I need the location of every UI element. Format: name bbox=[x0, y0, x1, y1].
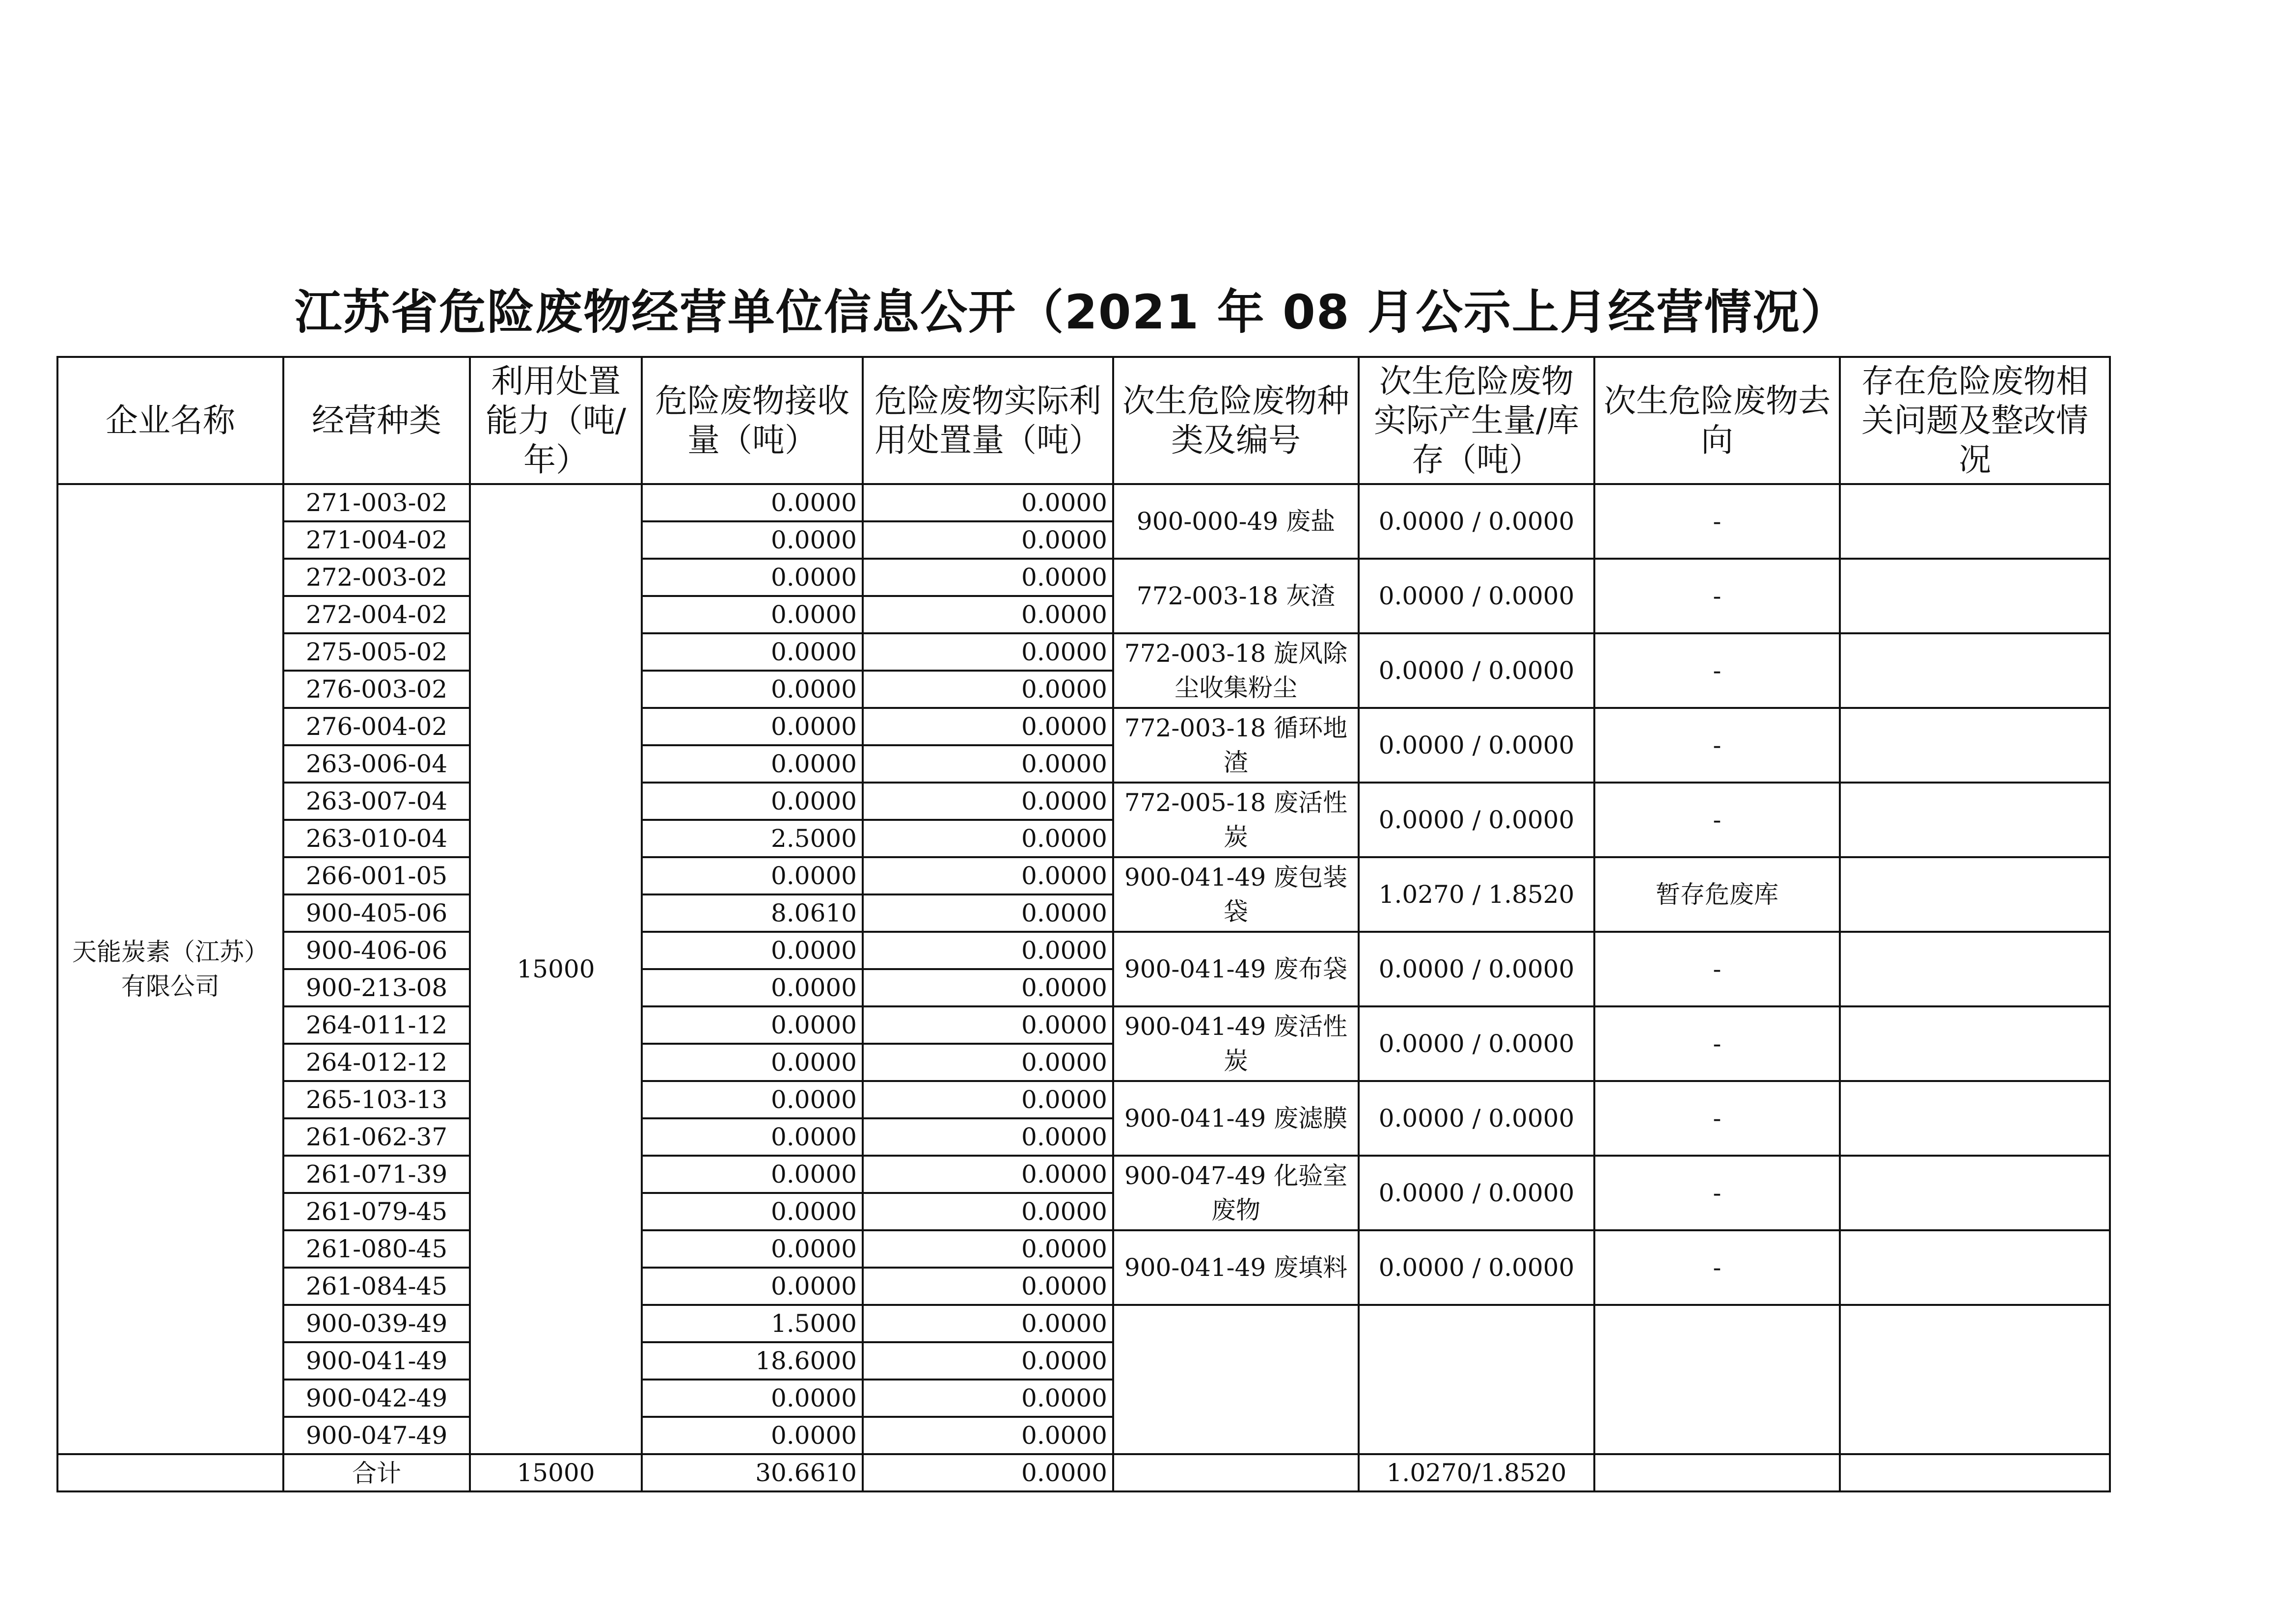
disposed-cell: 0.0000 bbox=[863, 932, 1113, 969]
secondary-destination-cell: - bbox=[1594, 932, 1840, 1006]
report-table bbox=[56, 356, 2111, 1492]
received-cell: 0.0000 bbox=[642, 484, 863, 521]
capacity-cell: 15000 bbox=[470, 484, 642, 1454]
received-cell: 0.0000 bbox=[642, 1006, 863, 1044]
disposed-cell: 0.0000 bbox=[863, 1305, 1113, 1342]
disposed-cell: 0.0000 bbox=[863, 1342, 1113, 1380]
disposed-cell: 0.0000 bbox=[863, 820, 1113, 857]
table-row bbox=[57, 1006, 2110, 1044]
secondary-type-cell: 900-047-49 化验室废物 bbox=[1113, 1156, 1359, 1230]
secondary-amount-cell: 0.0000 / 0.0000 bbox=[1359, 633, 1594, 708]
issues-cell bbox=[1840, 633, 2110, 708]
header-secondary-destination: 次生危险废物去向 bbox=[1594, 357, 1840, 484]
received-cell: 0.0000 bbox=[642, 708, 863, 745]
disposed-cell: 0.0000 bbox=[863, 1156, 1113, 1193]
total-issues-cell bbox=[1840, 1454, 2110, 1491]
disposed-cell: 0.0000 bbox=[863, 708, 1113, 745]
received-cell: 0.0000 bbox=[642, 1380, 863, 1417]
secondary-type-cell: 900-041-49 废填料 bbox=[1113, 1230, 1359, 1305]
received-cell: 0.0000 bbox=[642, 1417, 863, 1454]
issues-cell bbox=[1840, 484, 2110, 559]
total-secondary-destination-cell bbox=[1594, 1454, 1840, 1491]
waste-code-cell: 261-062-37 bbox=[283, 1118, 470, 1156]
secondary-type-cell: 900-041-49 废布袋 bbox=[1113, 932, 1359, 1006]
waste-code-cell: 900-213-08 bbox=[283, 969, 470, 1006]
table-row bbox=[57, 1081, 2110, 1118]
received-cell: 0.0000 bbox=[642, 633, 863, 671]
disposed-cell: 0.0000 bbox=[863, 857, 1113, 894]
received-cell: 0.0000 bbox=[642, 1081, 863, 1118]
issues-cell bbox=[1840, 1156, 2110, 1230]
secondary-type-cell: 772-003-18 灰渣 bbox=[1113, 559, 1359, 633]
secondary-type-cell: 772-003-18 旋风除尘收集粉尘 bbox=[1113, 633, 1359, 708]
received-cell: 0.0000 bbox=[642, 969, 863, 1006]
secondary-amount-cell: 0.0000 / 0.0000 bbox=[1359, 932, 1594, 1006]
secondary-destination-cell: - bbox=[1594, 633, 1840, 708]
secondary-destination-cell: - bbox=[1594, 708, 1840, 783]
waste-code-cell: 272-003-02 bbox=[283, 559, 470, 596]
waste-code-cell: 275-005-02 bbox=[283, 633, 470, 671]
disposed-cell: 0.0000 bbox=[863, 633, 1113, 671]
waste-code-cell: 261-071-39 bbox=[283, 1156, 470, 1193]
secondary-type-cell: 900-041-49 废活性炭 bbox=[1113, 1006, 1359, 1081]
received-cell: 0.0000 bbox=[642, 559, 863, 596]
issues-cell bbox=[1840, 1006, 2110, 1081]
issues-cell bbox=[1840, 1305, 2110, 1454]
waste-code-cell: 263-007-04 bbox=[283, 783, 470, 820]
disposed-cell: 0.0000 bbox=[863, 1118, 1113, 1156]
secondary-destination-cell: - bbox=[1594, 484, 1840, 559]
secondary-type-cell: 772-005-18 废活性炭 bbox=[1113, 783, 1359, 857]
waste-code-cell: 271-004-02 bbox=[283, 521, 470, 559]
received-cell: 0.0000 bbox=[642, 596, 863, 633]
disposed-cell: 0.0000 bbox=[863, 484, 1113, 521]
table-row bbox=[57, 857, 2110, 894]
table-row bbox=[57, 484, 2110, 521]
total-secondary-amount-cell: 1.0270/1.8520 bbox=[1359, 1454, 1594, 1491]
issues-cell bbox=[1840, 708, 2110, 783]
secondary-amount-cell bbox=[1359, 1305, 1594, 1454]
issues-cell bbox=[1840, 783, 2110, 857]
total-capacity-cell: 15000 bbox=[470, 1454, 642, 1491]
secondary-destination-cell: - bbox=[1594, 783, 1840, 857]
secondary-type-cell: 772-003-18 循环地渣 bbox=[1113, 708, 1359, 783]
issues-cell bbox=[1840, 932, 2110, 1006]
secondary-type-cell: 900-041-49 废滤膜 bbox=[1113, 1081, 1359, 1156]
received-cell: 0.0000 bbox=[642, 521, 863, 559]
secondary-amount-cell: 0.0000 / 0.0000 bbox=[1359, 1081, 1594, 1156]
secondary-destination-cell: - bbox=[1594, 1006, 1840, 1081]
secondary-amount-cell: 1.0270 / 1.8520 bbox=[1359, 857, 1594, 932]
received-cell: 2.5000 bbox=[642, 820, 863, 857]
page-title: 江苏省危险废物经营单位信息公开（2021 年 08 月公示上月经营情况） bbox=[295, 285, 1849, 340]
received-cell: 0.0000 bbox=[642, 745, 863, 783]
secondary-destination-cell bbox=[1594, 1305, 1840, 1454]
received-cell: 8.0610 bbox=[642, 894, 863, 932]
waste-code-cell: 264-012-12 bbox=[283, 1044, 470, 1081]
table-row bbox=[57, 1230, 2110, 1268]
total-disposed-cell: 0.0000 bbox=[863, 1454, 1113, 1491]
received-cell: 0.0000 bbox=[642, 1230, 863, 1268]
table-row bbox=[57, 708, 2110, 745]
disposed-cell: 0.0000 bbox=[863, 671, 1113, 708]
table-row bbox=[57, 1156, 2110, 1193]
secondary-destination-cell: - bbox=[1594, 559, 1840, 633]
received-cell: 0.0000 bbox=[642, 1044, 863, 1081]
waste-code-cell: 900-047-49 bbox=[283, 1417, 470, 1454]
disposed-cell: 0.0000 bbox=[863, 1193, 1113, 1230]
waste-code-cell: 900-041-49 bbox=[283, 1342, 470, 1380]
disposed-cell: 0.0000 bbox=[863, 894, 1113, 932]
waste-code-cell: 900-405-06 bbox=[283, 894, 470, 932]
report-table-container bbox=[56, 356, 2109, 1492]
company-name-cell: 天能炭素（江苏）有限公司 bbox=[57, 484, 283, 1454]
received-cell: 1.5000 bbox=[642, 1305, 863, 1342]
secondary-destination-cell: - bbox=[1594, 1230, 1840, 1305]
secondary-amount-cell: 0.0000 / 0.0000 bbox=[1359, 708, 1594, 783]
header-capacity: 利用处置能力（吨/年） bbox=[470, 357, 642, 484]
disposed-cell: 0.0000 bbox=[863, 783, 1113, 820]
waste-code-cell: 265-103-13 bbox=[283, 1081, 470, 1118]
waste-code-cell: 276-004-02 bbox=[283, 708, 470, 745]
issues-cell bbox=[1840, 857, 2110, 932]
waste-code-cell: 271-003-02 bbox=[283, 484, 470, 521]
disposed-cell: 0.0000 bbox=[863, 1081, 1113, 1118]
disposed-cell: 0.0000 bbox=[863, 1044, 1113, 1081]
secondary-amount-cell: 0.0000 / 0.0000 bbox=[1359, 559, 1594, 633]
waste-code-cell: 900-039-49 bbox=[283, 1305, 470, 1342]
disposed-cell: 0.0000 bbox=[863, 1268, 1113, 1305]
header-row bbox=[57, 357, 2110, 484]
header-secondary-amount: 次生危险废物实际产生量/库存（吨） bbox=[1359, 357, 1594, 484]
waste-code-cell: 263-010-04 bbox=[283, 820, 470, 857]
received-cell: 0.0000 bbox=[642, 857, 863, 894]
header-disposed: 危险废物实际利用处置量（吨） bbox=[863, 357, 1113, 484]
disposed-cell: 0.0000 bbox=[863, 1380, 1113, 1417]
issues-cell bbox=[1840, 1230, 2110, 1305]
table-row bbox=[57, 559, 2110, 596]
received-cell: 0.0000 bbox=[642, 1268, 863, 1305]
disposed-cell: 0.0000 bbox=[863, 1417, 1113, 1454]
total-secondary-type-cell bbox=[1113, 1454, 1359, 1491]
header-issues: 存在危险废物相关问题及整改情况 bbox=[1840, 357, 2110, 484]
disposed-cell: 0.0000 bbox=[863, 596, 1113, 633]
table-row bbox=[57, 932, 2110, 969]
secondary-destination-cell: - bbox=[1594, 1081, 1840, 1156]
secondary-amount-cell: 0.0000 / 0.0000 bbox=[1359, 1230, 1594, 1305]
secondary-type-cell bbox=[1113, 1305, 1359, 1454]
waste-code-cell: 261-080-45 bbox=[283, 1230, 470, 1268]
header-category: 经营种类 bbox=[283, 357, 470, 484]
secondary-amount-cell: 0.0000 / 0.0000 bbox=[1359, 783, 1594, 857]
header-secondary-type: 次生危险废物种类及编号 bbox=[1113, 357, 1359, 484]
table-row bbox=[57, 633, 2110, 671]
received-cell: 18.6000 bbox=[642, 1342, 863, 1380]
issues-cell bbox=[1840, 1081, 2110, 1156]
disposed-cell: 0.0000 bbox=[863, 559, 1113, 596]
waste-code-cell: 263-006-04 bbox=[283, 745, 470, 783]
total-label-cell: 合计 bbox=[283, 1454, 470, 1491]
issues-cell bbox=[1840, 559, 2110, 633]
secondary-amount-cell: 0.0000 / 0.0000 bbox=[1359, 484, 1594, 559]
table-body bbox=[57, 484, 2110, 1491]
table-row bbox=[57, 783, 2110, 820]
total-company-cell bbox=[57, 1454, 283, 1491]
total-row bbox=[57, 1454, 2110, 1491]
received-cell: 0.0000 bbox=[642, 671, 863, 708]
waste-code-cell: 900-406-06 bbox=[283, 932, 470, 969]
table-row bbox=[57, 1305, 2110, 1342]
received-cell: 0.0000 bbox=[642, 932, 863, 969]
waste-code-cell: 261-079-45 bbox=[283, 1193, 470, 1230]
disposed-cell: 0.0000 bbox=[863, 745, 1113, 783]
header-company: 企业名称 bbox=[57, 357, 283, 484]
received-cell: 0.0000 bbox=[642, 783, 863, 820]
disposed-cell: 0.0000 bbox=[863, 1006, 1113, 1044]
secondary-amount-cell: 0.0000 / 0.0000 bbox=[1359, 1006, 1594, 1081]
waste-code-cell: 264-011-12 bbox=[283, 1006, 470, 1044]
header-received: 危险废物接收量（吨） bbox=[642, 357, 863, 484]
secondary-type-cell: 900-041-49 废包装袋 bbox=[1113, 857, 1359, 932]
secondary-destination-cell: - bbox=[1594, 1156, 1840, 1230]
disposed-cell: 0.0000 bbox=[863, 1230, 1113, 1268]
waste-code-cell: 266-001-05 bbox=[283, 857, 470, 894]
secondary-destination-cell: 暂存危废库 bbox=[1594, 857, 1840, 932]
waste-code-cell: 900-042-49 bbox=[283, 1380, 470, 1417]
received-cell: 0.0000 bbox=[642, 1118, 863, 1156]
received-cell: 0.0000 bbox=[642, 1156, 863, 1193]
secondary-amount-cell: 0.0000 / 0.0000 bbox=[1359, 1156, 1594, 1230]
disposed-cell: 0.0000 bbox=[863, 521, 1113, 559]
received-cell: 0.0000 bbox=[642, 1193, 863, 1230]
waste-code-cell: 276-003-02 bbox=[283, 671, 470, 708]
waste-code-cell: 261-084-45 bbox=[283, 1268, 470, 1305]
waste-code-cell: 272-004-02 bbox=[283, 596, 470, 633]
secondary-type-cell: 900-000-49 废盐 bbox=[1113, 484, 1359, 559]
total-received-cell: 30.6610 bbox=[642, 1454, 863, 1491]
disposed-cell: 0.0000 bbox=[863, 969, 1113, 1006]
